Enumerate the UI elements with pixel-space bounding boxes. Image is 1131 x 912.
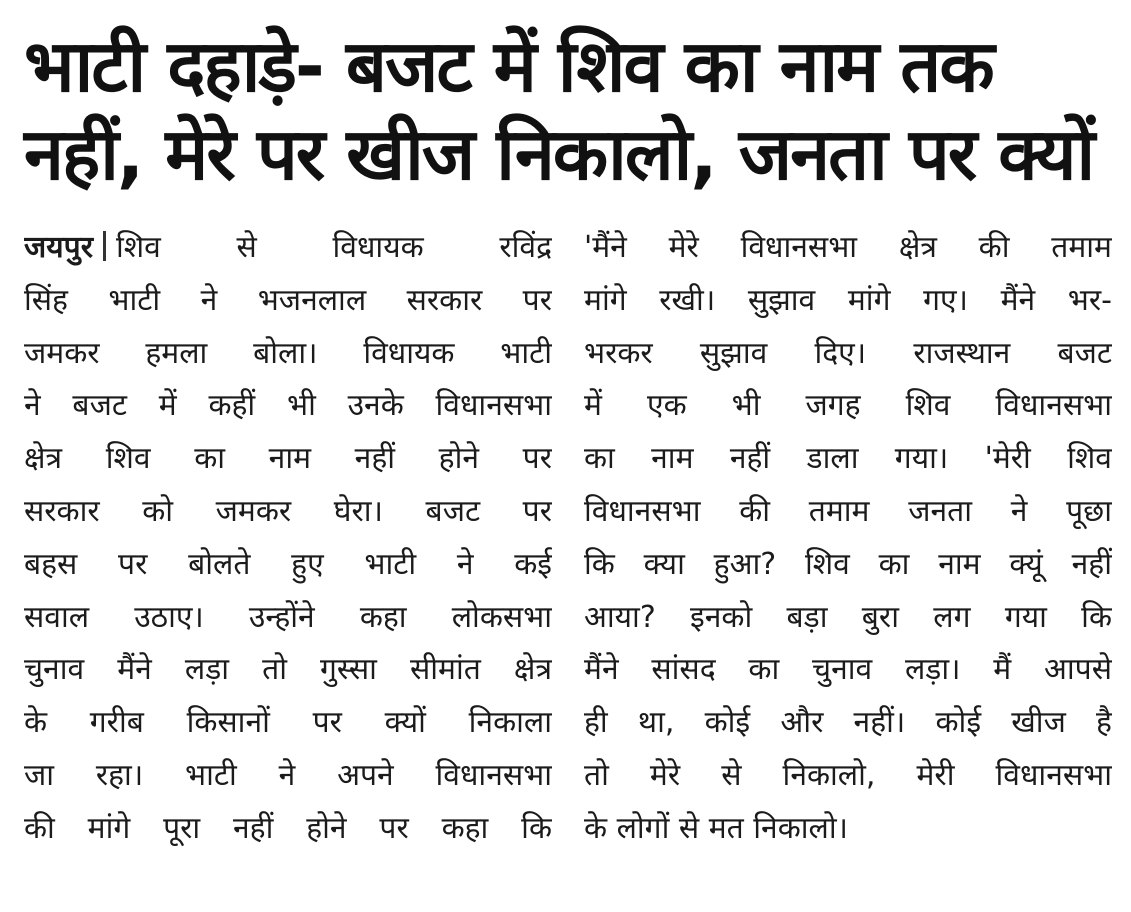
body-line: सवाल उठाए। उन्होंने कहा लोकसभा — [24, 599, 552, 635]
body-line: 'मैंने मेरे विधानसभा क्षेत्र की तमाम — [584, 230, 1112, 265]
body-line: बहस पर बोलते हुए भाटी ने कई — [24, 546, 552, 582]
right-column — [584, 222, 1112, 856]
body-line: की मांगे पूरा नहीं होने पर कहा कि — [24, 810, 552, 846]
headline-line-1: भाटी दहाड़े- बजट में शिव का नाम तक — [24, 24, 993, 108]
body-line — [24, 222, 552, 275]
body-line: मैंने सांसद का चुनाव लड़ा। मैं आपसे — [584, 652, 1112, 688]
body-line: तो मेरे से निकालो, मेरी विधानसभा — [584, 757, 1112, 793]
body-line: क्षेत्र शिव का नाम नहीं होने पर — [24, 441, 552, 477]
body-line: आया? इनको बड़ा बुरा लग गया कि — [584, 599, 1112, 635]
body-line: सरकार को जमकर घेरा। बजट पर — [24, 493, 552, 529]
body-line: के गरीब किसानों पर क्यों निकाला — [24, 705, 552, 741]
body-line: में एक भी जगह शिव विधानसभा — [584, 388, 1112, 424]
body-line: ही था, कोई और नहीं। कोई खीज है — [584, 705, 1112, 741]
body-line: जा रहा। भाटी ने अपने विधानसभा — [24, 757, 552, 793]
body-line: विधानसभा की तमाम जनता ने पूछा — [584, 493, 1112, 529]
body-line: का नाम नहीं डाला गया। 'मेरी शिव — [584, 441, 1112, 477]
body-line: चुनाव मैंने लड़ा तो गुस्सा सीमांत क्षेत्र — [24, 652, 552, 688]
body-line-text: शिव से विधायक रविंद्र — [115, 230, 552, 265]
body-line: भरकर सुझाव दिए। राजस्थान बजट — [584, 335, 1112, 371]
headline-line-2: नहीं, मेरे पर खीज निकालो, जनता पर क्यों — [24, 112, 1094, 196]
dateline: जयपुर — [24, 230, 93, 265]
body-line: मांगे रखी। सुझाव मांगे गए। मैंने भर- — [584, 282, 1112, 318]
body-line: कि क्या हुआ? शिव का नाम क्यूं नहीं — [584, 546, 1112, 582]
body-line: जमकर हमला बोला। विधायक भाटी — [24, 335, 552, 371]
body-line: सिंह भाटी ने भजनलाल सरकार पर — [24, 282, 552, 318]
body-line: ने बजट में कहीं भी उनके विधानसभा — [24, 388, 552, 424]
left-column — [24, 222, 552, 856]
body-line: के लोगों से मत निकालो। — [584, 810, 848, 846]
article-body — [24, 222, 1112, 856]
headline — [24, 22, 1111, 198]
dateline-separator — [103, 231, 106, 261]
